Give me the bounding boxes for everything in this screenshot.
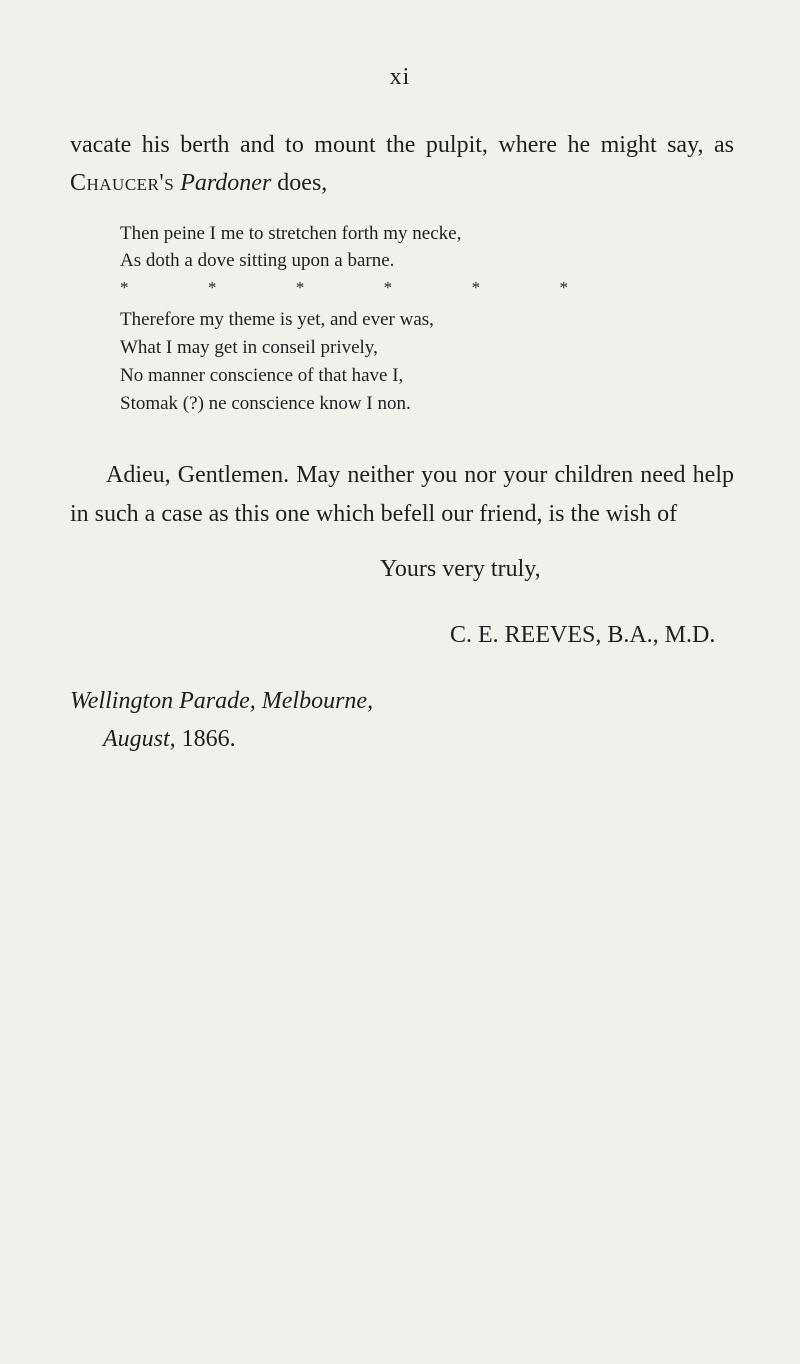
- paragraph-1-line-2-tail: does,: [277, 170, 328, 196]
- verse-2-line-3: No manner conscience of that have I,: [120, 365, 404, 386]
- author-name: Chaucer's: [70, 170, 175, 196]
- paragraph-2-line-1: Adieu, Gentlemen. May neither you nor your children need help: [106, 462, 734, 488]
- asterisk: *: [471, 278, 481, 297]
- asterisk: *: [383, 278, 393, 297]
- work-title: Pardoner: [180, 170, 272, 196]
- verse-1-line-2: As doth a dove sitting upon a barne.: [120, 250, 395, 271]
- signature: C. E. REEVES, B.A., M.D.: [450, 622, 716, 648]
- asterisk: *: [207, 278, 217, 297]
- verse-2-line-4: Stomak (?) ne conscience know I non.: [120, 393, 411, 414]
- paragraph-1-line-1: vacate his berth and to mount the pulpit, where he might say, as: [70, 132, 734, 158]
- asterisk: *: [559, 278, 568, 297]
- date-line: [103, 724, 236, 754]
- paragraph-1-line-2: [70, 168, 734, 198]
- date-year: 1866.: [181, 726, 236, 752]
- street-name: Wellington Parade,: [70, 688, 256, 714]
- ellipsis-asterisks: [120, 278, 568, 298]
- verse-2-line-1: Therefore my theme is yet, and ever was,: [120, 309, 434, 330]
- date-month: August,: [103, 726, 176, 752]
- place-line: [70, 686, 373, 716]
- asterisk: *: [295, 278, 305, 297]
- city-name: Melbourne,: [261, 688, 374, 714]
- closing-salutation: Yours very truly,: [380, 556, 541, 582]
- page-number: xi: [389, 64, 411, 90]
- asterisk: *: [120, 278, 129, 297]
- paragraph-2-line-2: in such a case as this one which befell our friend, is the wish of: [70, 501, 678, 527]
- verse-2-line-2: What I may get in conseil prively,: [120, 337, 378, 358]
- verse-1-line-1: Then peine I me to stretchen forth my necke,: [120, 223, 462, 244]
